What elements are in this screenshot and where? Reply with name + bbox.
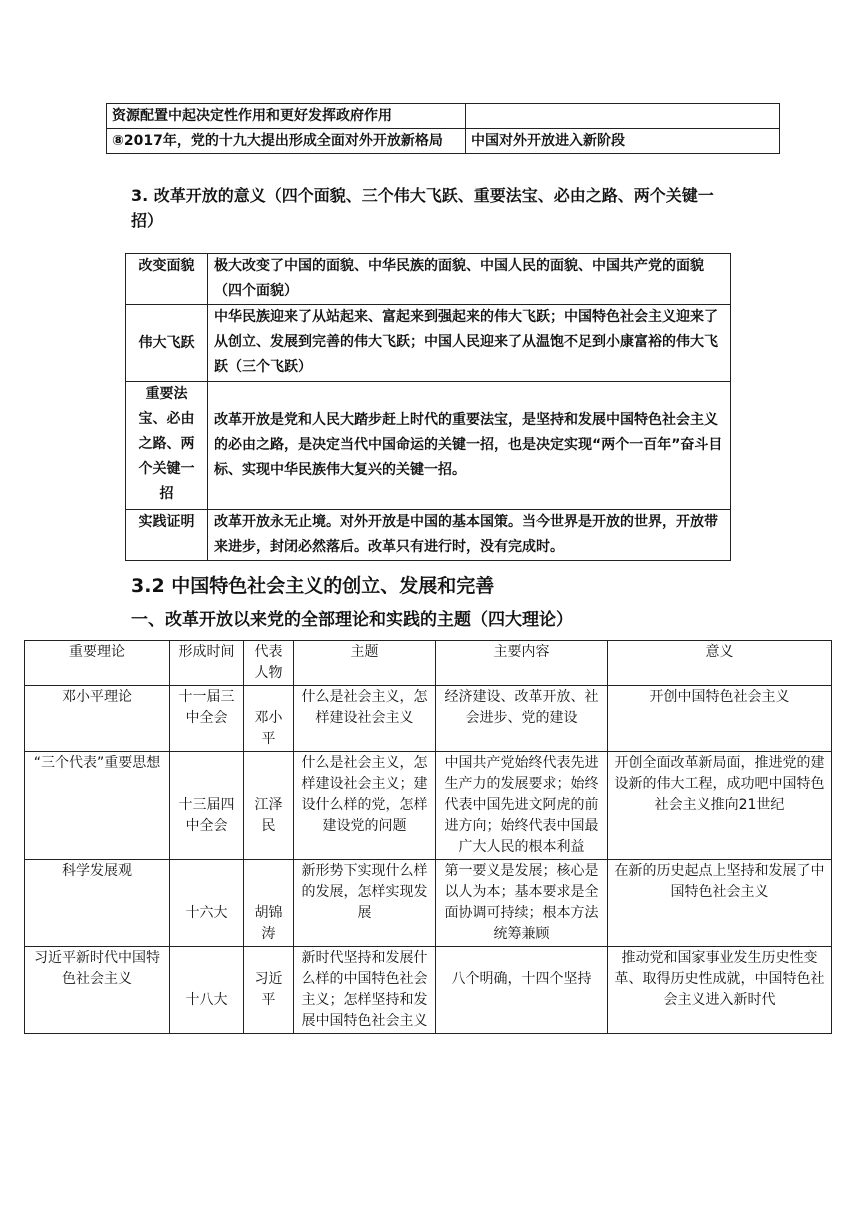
main-content: 中国共产党始终代表先进生产力的发展要求；始终代表中国先进文阿虎的前进方向；始终代表中国最广大人民的根本利益 bbox=[436, 752, 608, 860]
theme: 新时代坚持和发展什么样的中国特色社会主义；怎样坚持和发展中国特色社会主义 bbox=[294, 947, 436, 1034]
row-label: 伟大飞跃 bbox=[126, 305, 208, 382]
formation-time: 十八大 bbox=[170, 947, 244, 1034]
row-label: 改变面貌 bbox=[126, 254, 208, 305]
column-header: 重要理论 bbox=[25, 641, 170, 686]
row-text: 改革开放是党和人民大踏步赶上时代的重要法宝，是坚持和发展中国特色社会主义的必由之路，是决定当代中国命运的关键一招，也是决定实现“两个一百年”奋斗目标、实现中华民族伟大复兴的关键一招。 bbox=[208, 382, 731, 510]
section-heading: 3. 改革开放的意义（四个面貌、三个伟大飞跃、重要法宝、必由之路、两个关键一招） bbox=[131, 186, 714, 230]
section-title: 3.2 中国特色社会主义的创立、发展和完善 bbox=[131, 575, 495, 597]
table-cell: 资源配置中起决定性作用和更好发挥政府作用 bbox=[107, 104, 466, 129]
table-row bbox=[25, 752, 832, 860]
column-header: 代表人物 bbox=[244, 641, 294, 686]
theories-table bbox=[24, 640, 832, 1034]
theme: 新形势下实现什么样的发展，怎样实现发展 bbox=[294, 860, 436, 947]
theory-name: 科学发展观 bbox=[25, 860, 170, 947]
column-header: 意义 bbox=[608, 641, 832, 686]
main-content: 经济建设、改革开放、社会进步、党的建设 bbox=[436, 686, 608, 752]
table-row bbox=[107, 129, 780, 154]
table-cell bbox=[466, 104, 780, 129]
row-label: 重要法宝、必由之路、两个关键一招 bbox=[126, 382, 208, 510]
main-content: 八个明确，十四个坚持 bbox=[436, 947, 608, 1034]
table-row bbox=[25, 686, 832, 752]
reform-timeline-table-tail bbox=[106, 103, 780, 154]
table-cell: 中国对外开放进入新阶段 bbox=[466, 129, 780, 154]
row-text: 极大改变了中国的面貌、中华民族的面貌、中国人民的面貌、中国共产党的面貌（四个面貌） bbox=[208, 254, 731, 305]
representative: 邓小平 bbox=[244, 686, 294, 752]
column-header: 主要内容 bbox=[436, 641, 608, 686]
row-label: 实践证明 bbox=[126, 510, 208, 561]
representative: 胡锦涛 bbox=[244, 860, 294, 947]
significance: 推动党和国家事业发生历史性变革、取得历史性成就，中国特色社会主义进入新时代 bbox=[608, 947, 832, 1034]
column-header: 形成时间 bbox=[170, 641, 244, 686]
significance: 在新的历史起点上坚持和发展了中国特色社会主义 bbox=[608, 860, 832, 947]
row-text: 改革开放永无止境。对外开放是中国的基本国策。当今世界是开放的世界，开放带来进步，封闭必然落后。改革只有进行时，没有完成时。 bbox=[208, 510, 731, 561]
main-content: 第一要义是发展；核心是以人为本；基本要求是全面协调可持续；根本方法统筹兼顾 bbox=[436, 860, 608, 947]
formation-time: 十三届四中全会 bbox=[170, 752, 244, 860]
subsection-title: 一、改革开放以来党的全部理论和实践的主题（四大理论） bbox=[131, 610, 573, 630]
formation-time: 十一届三中全会 bbox=[170, 686, 244, 752]
significance: 开创中国特色社会主义 bbox=[608, 686, 832, 752]
table-row bbox=[25, 947, 832, 1034]
theme: 什么是社会主义，怎样建设社会主义；建设什么样的党，怎样建设党的问题 bbox=[294, 752, 436, 860]
representative: 江泽民 bbox=[244, 752, 294, 860]
theory-name: 习近平新时代中国特色社会主义 bbox=[25, 947, 170, 1034]
theory-name: “三个代表”重要思想 bbox=[25, 752, 170, 860]
table-row bbox=[107, 104, 780, 129]
representative: 习近平 bbox=[244, 947, 294, 1034]
formation-time: 十六大 bbox=[170, 860, 244, 947]
table-row bbox=[126, 382, 731, 510]
row-text: 中华民族迎来了从站起来、富起来到强起来的伟大飞跃；中国特色社会主义迎来了从创立、发展到完善的伟大飞跃；中国人民迎来了从温饱不足到小康富裕的伟大飞跃（三个飞跃） bbox=[208, 305, 731, 382]
theme: 什么是社会主义，怎样建设社会主义 bbox=[294, 686, 436, 752]
table-row bbox=[126, 305, 731, 382]
table-row bbox=[126, 254, 731, 305]
table-row bbox=[126, 510, 731, 561]
column-header: 主题 bbox=[294, 641, 436, 686]
table-row bbox=[25, 860, 832, 947]
theory-name: 邓小平理论 bbox=[25, 686, 170, 752]
table-header-row bbox=[25, 641, 832, 686]
significance: 开创全面改革新局面，推进党的建设新的伟大工程，成功吧中国特色社会主义推向21世纪 bbox=[608, 752, 832, 860]
significance-table bbox=[125, 253, 731, 561]
table-cell: ⑧2017年，党的十九大提出形成全面对外开放新格局 bbox=[107, 129, 466, 154]
